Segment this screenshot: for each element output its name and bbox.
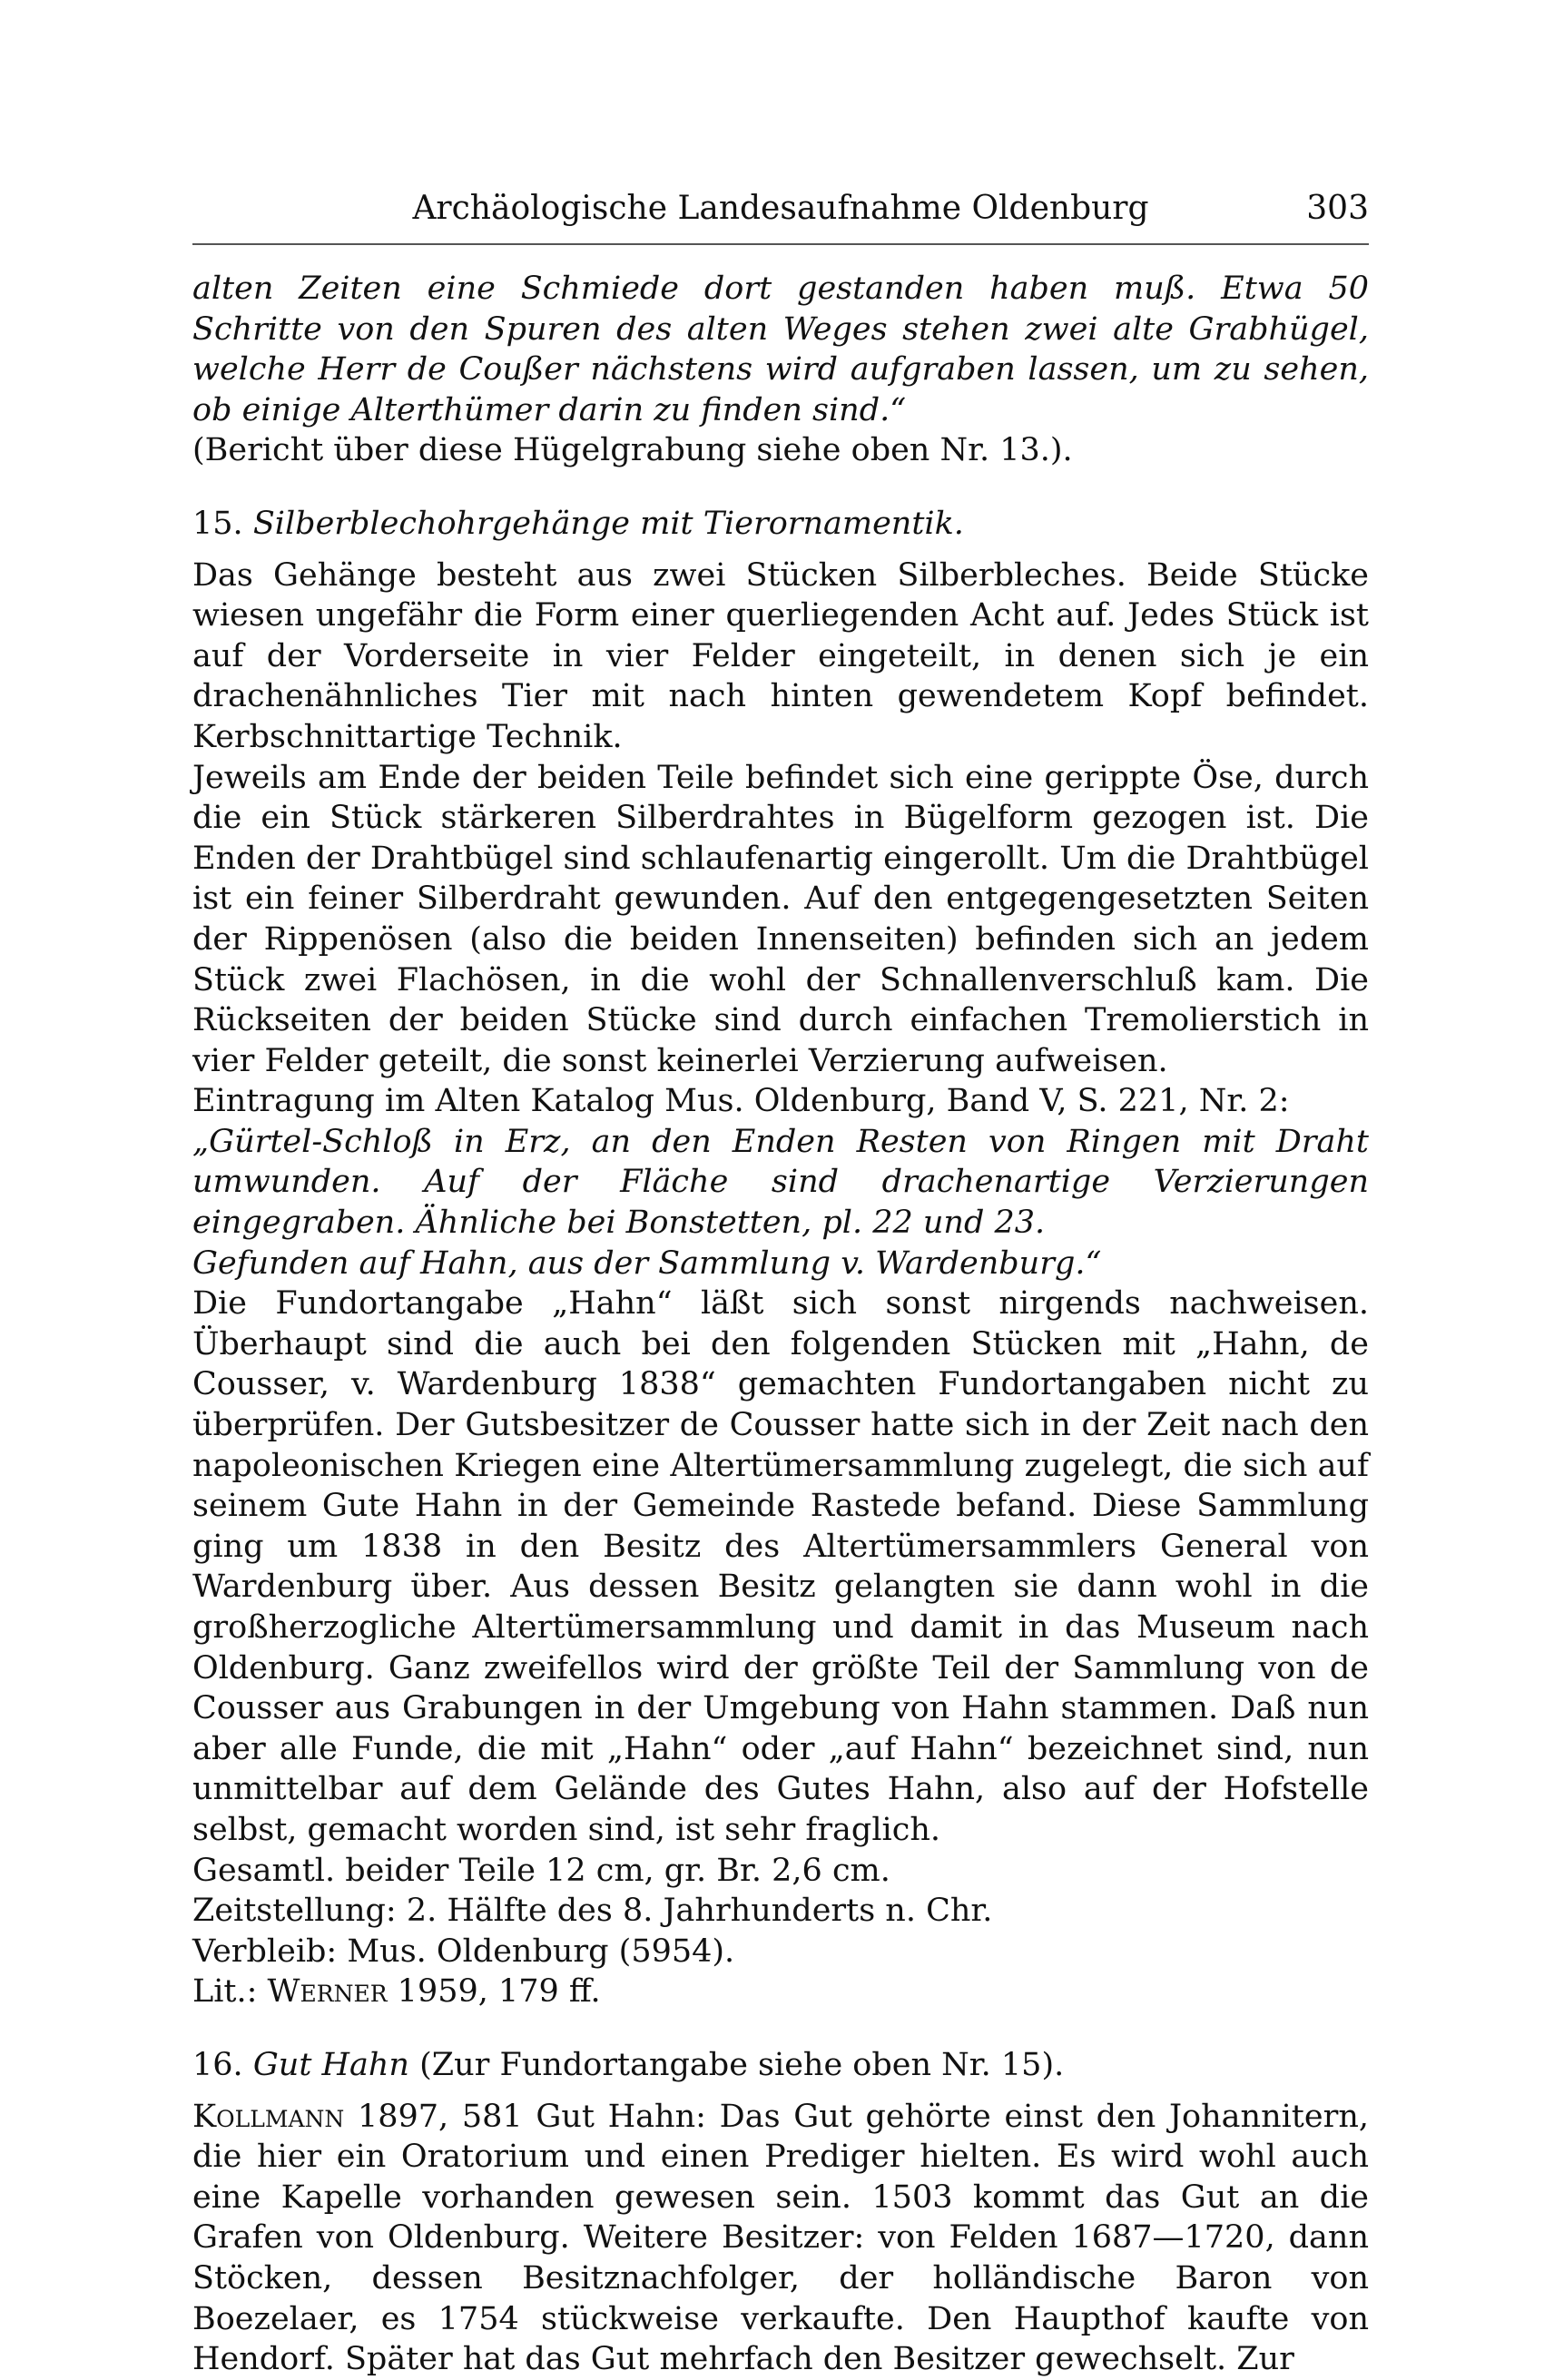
spacer — [192, 2012, 1369, 2045]
entry-16-text: 1897, 581 Gut Hahn: Das Gut gehörte einst den Johannitern, die hier ein Oratorium und einen Prediger hielten. Es wird wohl auch eine Kapelle vorhanden gewesen sein. 1503 kommt das Gut an die Grafen von Oldenburg. Weitere Besitzer: von Felden 1687—1720, dann Stöcken, dessen Besitznachfolger, der holländische Baron von Boezelaer, es 1754 stückweise verkaufte. Den Haupthof kaufte von Hendorf. Später hat das Gut mehrfach den Besitzer gewechselt. Zur — [192, 2098, 1369, 2378]
entry-16-title-note: (Zur Fundortangabe siehe oben Nr. 15). — [408, 2046, 1065, 2083]
entry-15-literature — [192, 1972, 1369, 2012]
entry-16-paragraph — [192, 2097, 1369, 2380]
entry-15-catalog-quote-origin: Gefunden auf Hahn, aus der Sammlung v. Wardenburg.“ — [192, 1244, 1102, 1282]
lit-author: Werner — [267, 1973, 388, 2011]
entry-15-heading — [192, 504, 1369, 545]
entry-15-number: 15. — [192, 505, 243, 542]
entry-15-paragraph-1: Das Gehänge besteht aus zwei Stücken Silberbleches. Beide Stücke wiesen ungefähr die Form einer querliegenden Acht auf. Jedes Stück ist auf der Vorderseite in vier Felder eingeteilt, in denen sich je ein drachenähnliches Tier mit nach hinten gewendetem Kopf befindet. Kerbschnittartige Technik. — [192, 556, 1369, 755]
body-text — [192, 269, 1369, 2380]
spacer — [192, 545, 1369, 556]
page-number: 303 — [1306, 190, 1369, 227]
entry-16-heading — [192, 2045, 1369, 2086]
running-title: Archäologische Landesaufnahme Oldenburg — [412, 190, 1149, 227]
entry-15-paragraph-3: Die Fundortangabe „Hahn“ läßt sich sonst nirgends nachweisen. Überhaupt sind die auch bei den folgenden Stücken mit „Hahn, de Cousser, v. Wardenburg 1838“ gemachten Fundortangaben nicht zu überprüfen. Der Gutsbesitzer de Cousser hatte sich in der Zeit nach den napoleonischen Kriegen eine Altertümersammlung zugelegt, die sich auf seinem Gute Hahn in der Gemeinde Rastede befand. Diese Sammlung ging um 1838 in den Besitz des Altertümersammlers General von Wardenburg über. Aus dessen Besitz gelangten sie dann wohl in die großherzogliche Altertümersammlung und damit in das Museum nach Oldenburg. Ganz zweifellos wird der größte Teil der Sammlung von de Cousser aus Grabungen in der Umgebung von Hahn stammen. Daß nun aber alle Funde, die mit „Hahn“ oder „auf Hahn“ bezeichnet sind, nun unmittelbar auf dem Gelände des Gutes Hahn, also auf der Hofstelle selbst, gemacht worden sind, ist sehr fraglich. — [192, 1285, 1369, 1848]
entry-16-title: Gut Hahn — [252, 2046, 409, 2083]
lit-prefix: Lit.: — [192, 1973, 268, 2011]
spacer — [192, 2086, 1369, 2097]
entry-16-number: 16. — [192, 2046, 243, 2083]
entry-16-author: Kollmann — [192, 2098, 345, 2135]
header-rule — [192, 243, 1369, 245]
entry-14-note: (Bericht über diese Hügelgrabung siehe oben Nr. 13.). — [192, 432, 1073, 469]
entry-15-paragraph-2: Jeweils am Ende der beiden Teile befindet sich eine gerippte Öse, durch die ein Stück stärkeren Silberdrahtes in Bügelform gezogen ist. Die Enden der Drahtbügel sind schlaufenartig eingerollt. Um die Drahtbügel ist ein feiner Silberdraht gewunden. Auf den entgegengesetzten Seiten der Rippenösen (also die beiden Innenseiten) befinden sich an jedem Stück zwei Flachösen, in die wohl der Schnallenverschluß kam. Die Rückseiten der beiden Stücke sind durch einfachen Tremolierstich in vier Felder geteilt, die sonst keinerlei Verzierung aufweisen. — [192, 759, 1369, 1079]
entry-15-dimensions: Gesamtl. beider Teile 12 cm, gr. Br. 2,6 cm. — [192, 1852, 890, 1889]
entry-14-quote: alten Zeiten eine Schmiede dort gestanden haben muß. Etwa 50 Schritte von den Spuren des alten Weges stehen zwei alte Grabhügel, welche Herr de Coußer nächstens wird aufgraben lassen, um zu sehen, ob einige Alterthümer darin zu finden sind.“ — [192, 270, 1369, 428]
lit-reference: 1959, 179 ff. — [387, 1973, 601, 2011]
entry-15-catalog-quote: „Gürtel-Schloß in Erz, an den Enden Resten von Ringen mit Draht umwunden. Auf der Fläche sind drachenartige Verzierungen eingegraben. Ähnliche bei Bonstetten, pl. 22 und 23. — [192, 1123, 1369, 1242]
spacer — [192, 471, 1369, 504]
entry-15-dating: Zeitstellung: 2. Hälfte des 8. Jahrhunderts n. Chr. — [192, 1893, 993, 1930]
entry-15-location: Verbleib: Mus. Oldenburg (5954). — [192, 1933, 735, 1970]
entry-15-title: Silberblechohrgehänge mit Tierornamentik. — [252, 505, 964, 542]
entry-15-catalog-intro: Eintragung im Alten Katalog Mus. Oldenburg, Band V, S. 221, Nr. 2: — [192, 1083, 1290, 1120]
